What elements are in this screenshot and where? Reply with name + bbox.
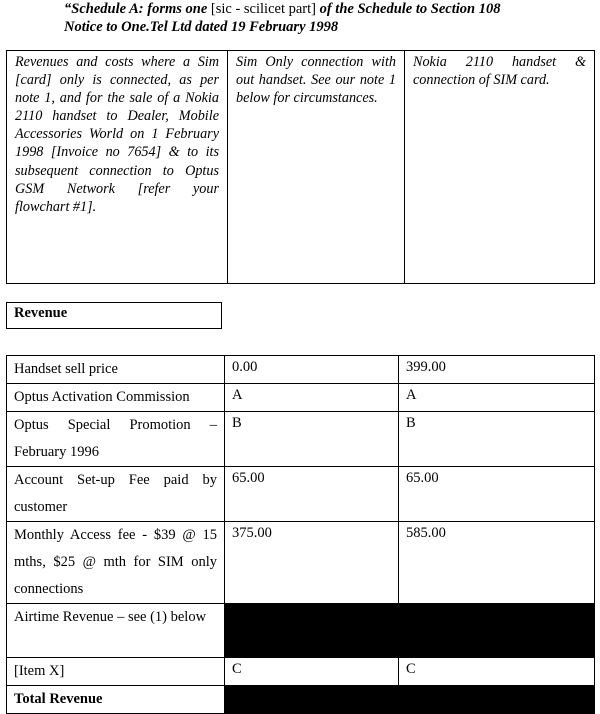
redacted-total-col-2 — [399, 686, 595, 714]
description-row — [7, 51, 595, 284]
description-table — [6, 50, 595, 284]
redacted-total-col-1 — [225, 686, 399, 714]
value-col-1: B — [225, 412, 399, 467]
table-row — [7, 522, 595, 604]
description-col-1: Revenues and costs where a Sim [card] only is connected, as per note 1, and for the sale of a Nokia 2110 handset to Dealer, Mobile Accessories World on 1 February 1998 [Invoice no 7654] & to its subsequent connection to Optus GSM Network [refer your flowchart #1]. — [7, 51, 228, 284]
table-row — [7, 467, 595, 522]
table-row — [7, 384, 595, 412]
table-row — [7, 412, 595, 467]
document-heading — [64, 0, 584, 36]
total-revenue-label: Total Revenue — [7, 686, 225, 714]
heading-line-1-start: “Schedule A: forms one — [64, 1, 211, 17]
redacted-value-col-1 — [225, 604, 399, 658]
revenue-table — [6, 355, 595, 714]
table-row — [7, 604, 595, 658]
value-col-1: 375.00 — [225, 522, 399, 604]
heading-line-1-end: of the Schedule to Section 108 — [315, 1, 501, 17]
row-label: [Item X] — [7, 658, 225, 686]
heading-line-2: Notice to One.Tel Ltd dated 19 February 1998 — [64, 19, 339, 35]
value-col-1: C — [225, 658, 399, 686]
heading-sic-note: [sic - scilicet part] — [210, 1, 316, 17]
row-label: Airtime Revenue – see (1) below — [7, 604, 225, 658]
description-col-3: Nokia 2110 handset & connection of SIM card. — [405, 51, 595, 284]
value-col-1: 65.00 — [225, 467, 399, 522]
value-col-2: B — [399, 412, 595, 467]
table-row — [7, 686, 595, 714]
row-label: Handset sell price — [7, 356, 225, 384]
redacted-value-col-2 — [399, 604, 595, 658]
table-row — [7, 658, 595, 686]
value-col-1: 0.00 — [225, 356, 399, 384]
value-col-2: 65.00 — [399, 467, 595, 522]
heading-line-1 — [64, 0, 584, 18]
row-label: Monthly Access fee - $39 @ 15 mths, $25 @ mth for SIM only connections — [7, 522, 225, 604]
description-col-2: Sim Only connection with out handset. See our note 1 below for circumstances. — [228, 51, 405, 284]
value-col-1: A — [225, 384, 399, 412]
value-col-2: A — [399, 384, 595, 412]
value-col-2: 399.00 — [399, 356, 595, 384]
value-col-2: 585.00 — [399, 522, 595, 604]
row-label: Optus Activation Commission — [7, 384, 225, 412]
revenue-section-title: Revenue — [6, 302, 222, 329]
value-col-2: C — [399, 658, 595, 686]
row-label: Account Set-up Fee paid by customer — [7, 467, 225, 522]
table-row — [7, 356, 595, 384]
row-label: Optus Special Promotion – February 1996 — [7, 412, 225, 467]
